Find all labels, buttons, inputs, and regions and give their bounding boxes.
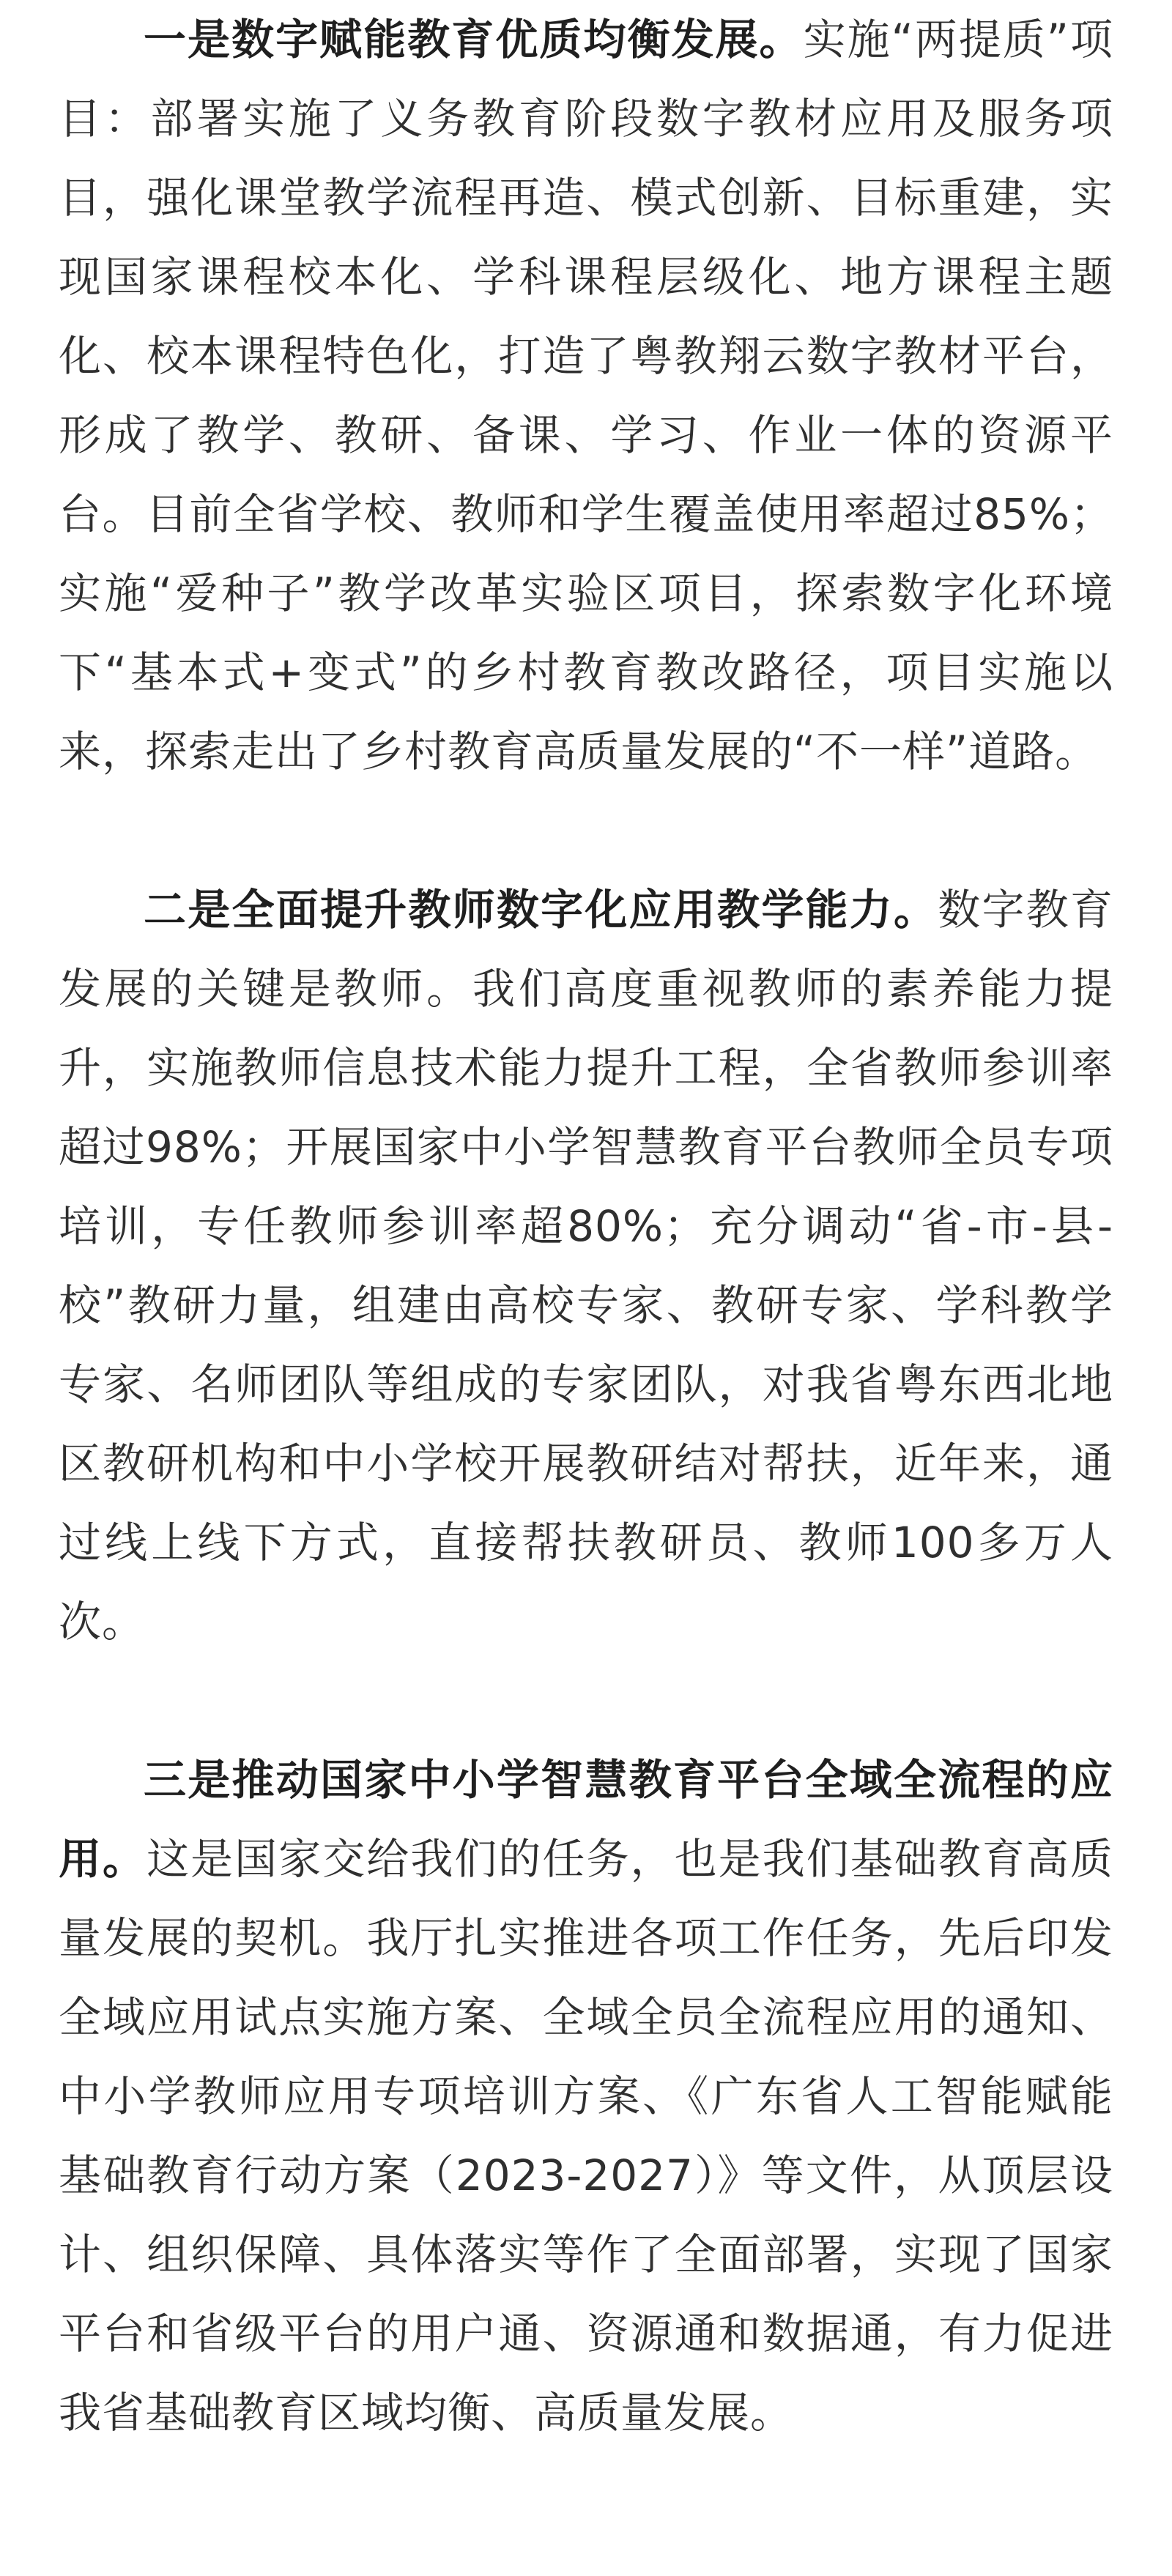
paragraph-2 <box>59 870 1113 1661</box>
paragraph-1-text: 实施“两提质”项目：部署实施了义务教育阶段数字教材应用及服务项目，强化课堂教学流程再造、模式创新、目标重建，实现国家课程校本化、学科课程层级化、地方课程主题化、校本课程特色化，打造了粤教翔云数字教材平台，形成了教学、教研、备课、学习、作业一体的资源平台。目前全省学校、教师和学生覆盖使用率超过85%；实施“爱种子”教学改革实验区项目，探索数字化环境下“基本式+变式”的乡村教育教改路径，项目实施以来，探索走出了乡村教育高质量发展的“不一样”道路。 <box>59 15 1113 776</box>
paragraph-3-heading: 三是推动国家中小学智慧教育平台全域全流程的应用。 <box>59 1755 1113 1884</box>
paragraph-3 <box>59 1740 1113 2452</box>
paragraph-1 <box>59 0 1113 791</box>
paragraph-2-text: 数字教育发展的关键是教师。我们高度重视教师的素养能力提升，实施教师信息技术能力提升工程，全省教师参训率超过98%；开展国家中小学智慧教育平台教师全员专项培训，专任教师参训率超80%；充分调动“省-市-县-校”教研力量，组建由高校专家、教研专家、学科教学专家、名师团队等组成的专家团队，对我省粤东西北地区教研机构和中小学校开展教研结对帮扶，近年来，通过线上线下方式，直接帮扶教研员、教师100多万人次。 <box>59 885 1113 1647</box>
paragraph-3-text: 这是国家交给我们的任务，也是我们基础教育高质量发展的契机。我厅扎实推进各项工作任务，先后印发全域应用试点实施方案、全域全员全流程应用的通知、中小学教师应用专项培训方案、《广东省人工智能赋能基础教育行动方案（2023-2027）》等文件，从顶层设计、组织保障、具体落实等作了全面部署，实现了国家平台和省级平台的用户通、资源通和数据通，有力促进我省基础教育区域均衡、高质量发展。 <box>59 1834 1113 2438</box>
article-body <box>59 0 1113 2452</box>
paragraph-2-heading: 二是全面提升教师数字化应用教学能力。 <box>144 885 938 935</box>
paragraph-1-heading: 一是数字赋能教育优质均衡发展。 <box>144 15 804 64</box>
